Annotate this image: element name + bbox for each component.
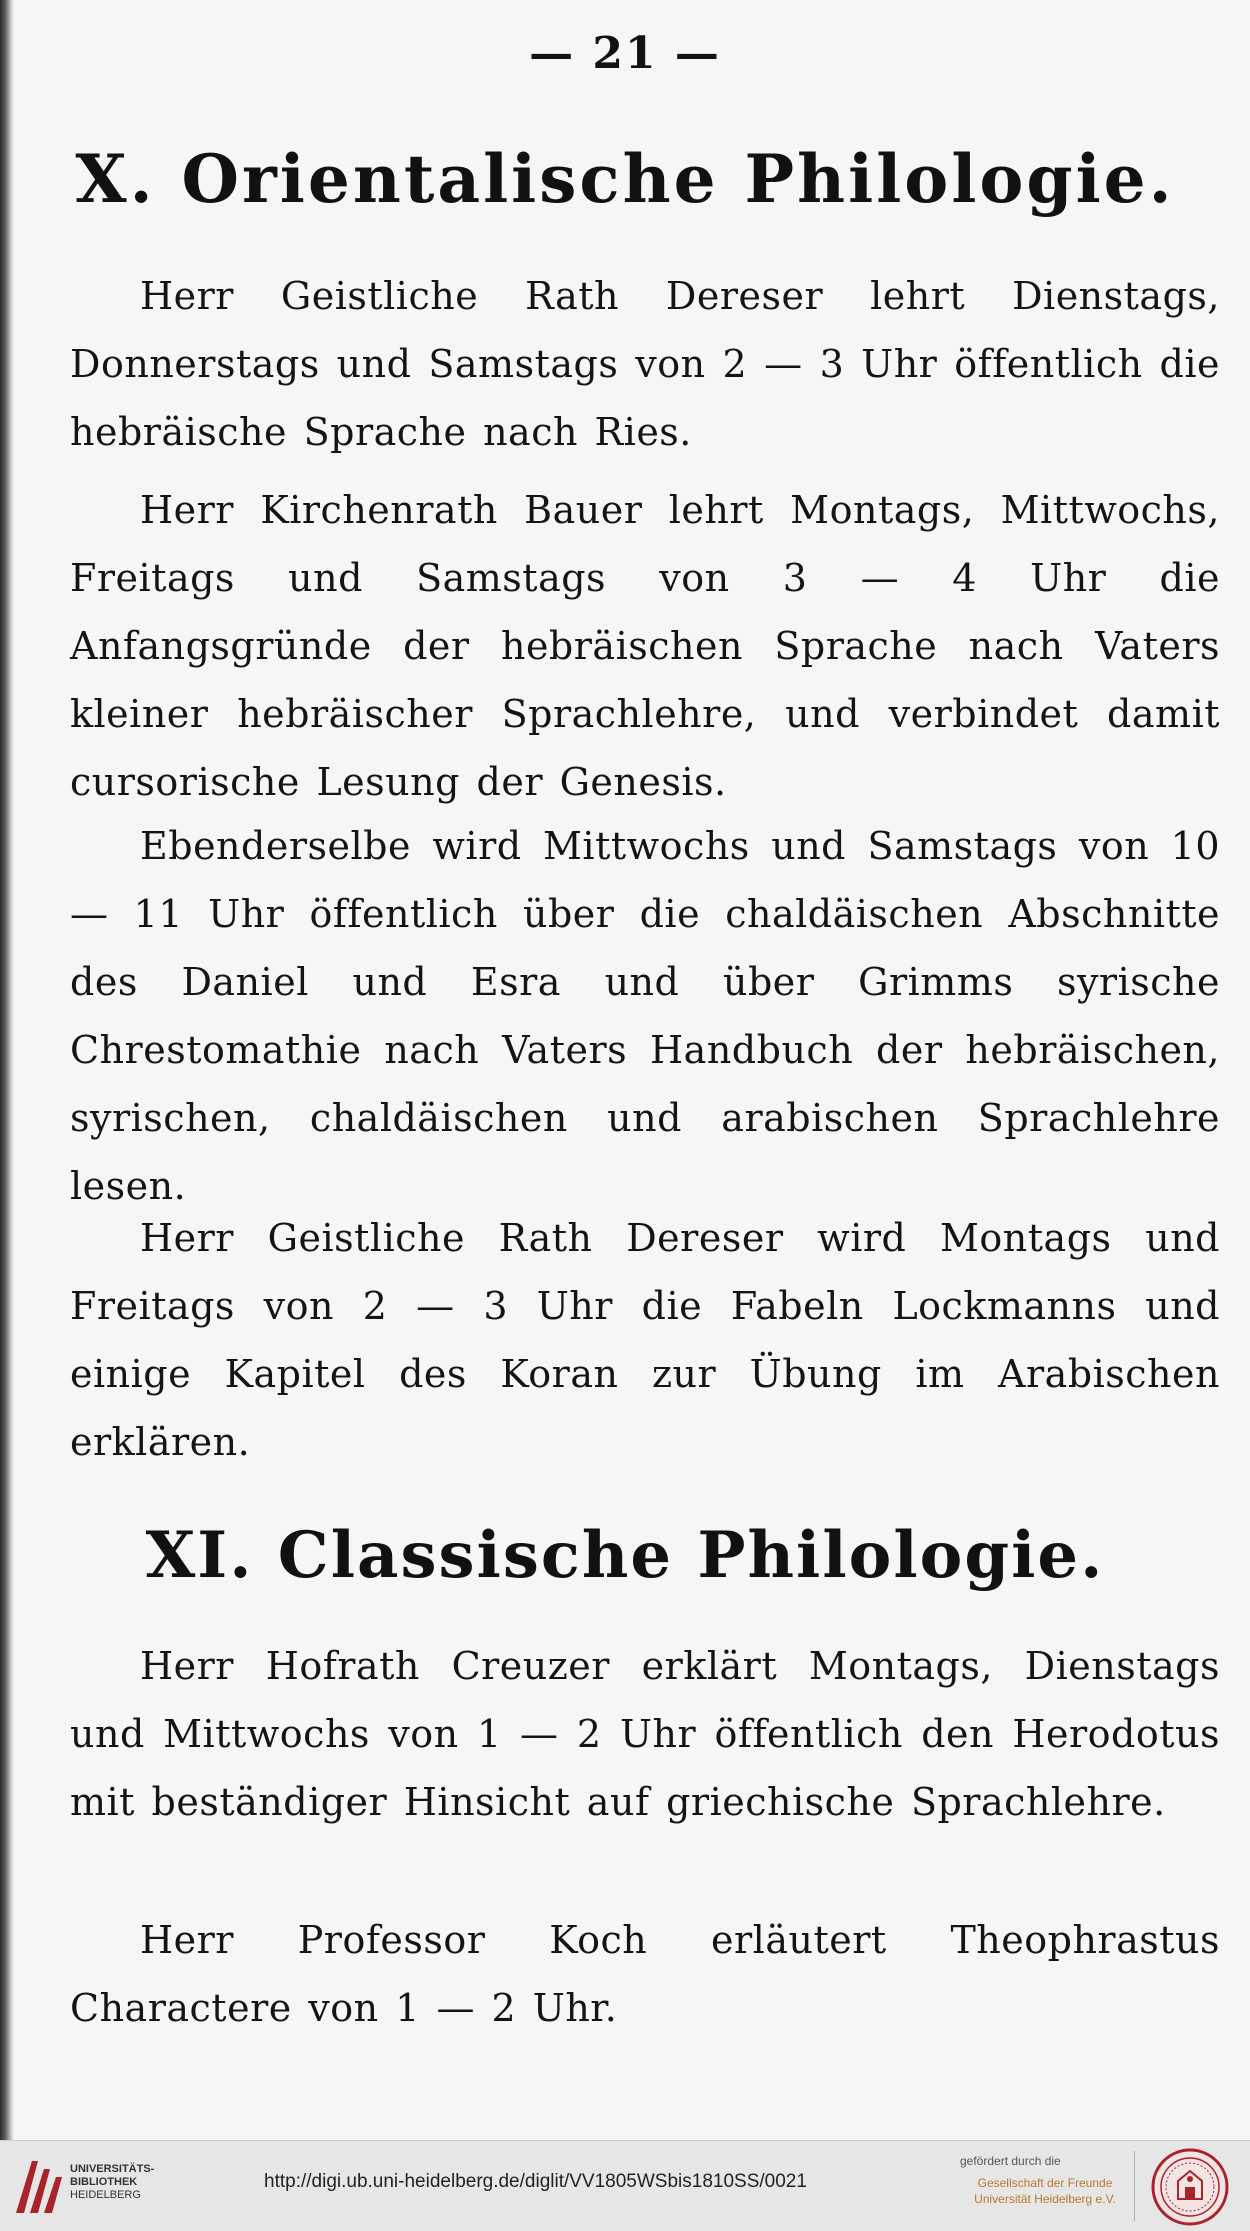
paragraph-creuzer-herodotus: Herr Hofrath Creuzer erklärt Montags, Dienstags und Mittwochs von 1 — 2 Uhr öffentlich den Herodotus mit beständiger Hinsicht auf griechische Sprachlehre. xyxy=(70,1644,1220,1824)
library-name-line3: HEIDELBERG xyxy=(70,2189,141,2201)
paragraph-bauer-anfangsgruende: Herr Kirchenrath Bauer lehrt Montags, Mittwochs, Freitags und Samstags von 3 — 4 Uhr die Anfangsgründe der hebräischen Sprache nach Vaters kleiner hebräischer Sprachlehre, und verbindet damit cursorische Lesung der Genesis. xyxy=(70,488,1220,804)
viewer-footer xyxy=(0,2140,1250,2231)
page-number: — 21 — xyxy=(529,28,721,79)
sponsor-name-line1: Gesellschaft der Freunde xyxy=(977,2176,1113,2190)
sponsor-credit[interactable] xyxy=(960,2153,1130,2207)
paragraph-bauer-chaldaeisch: Ebenderselbe wird Mittwochs und Samstags von 10 — 11 Uhr öffentlich über die chaldäischen Abschnitte des Daniel und Esra und über Grimms syrische Chrestomathie nach Vaters Handbuch der hebräischen, syrischen, chaldäischen und arabischen Sprachlehre lesen. xyxy=(70,824,1220,1208)
library-logo-icon[interactable] xyxy=(12,2155,64,2217)
university-seal-icon[interactable] xyxy=(1150,2147,1230,2227)
library-name-line1: UNIVERSITÄTS- xyxy=(70,2163,155,2175)
paragraph-dereser-hebraeisch: Herr Geistliche Rath Dereser lehrt Dienstags, Donnerstags und Samstags von 2 — 3 Uhr öffentlich die hebräische Sprache nach Ries. xyxy=(70,274,1220,454)
sponsor-intro: gefördert durch die xyxy=(960,2154,1061,2168)
library-name-line2: BIBLIOTHEK xyxy=(70,2176,138,2188)
footer-divider xyxy=(1134,2151,1135,2221)
page-binding-edge xyxy=(0,0,14,2140)
permalink-url[interactable]: http://digi.ub.uni-heidelberg.de/diglit/VV1805WSbis1810SS/0021 xyxy=(264,2171,807,2192)
paragraph-koch-theophrastus: Herr Professor Koch erläutert Theophrastus Charactere von 1 — 2 Uhr. xyxy=(70,1918,1220,2030)
library-name[interactable] xyxy=(70,2163,190,2202)
paragraph-dereser-arabisch: Herr Geistliche Rath Dereser wird Montags und Freitags von 2 — 3 Uhr die Fabeln Lockmanns und einige Kapitel des Koran zur Übung im Arabischen erklären. xyxy=(70,1216,1220,1464)
section-heading-classische-philologie: XI. Classische Philologie. xyxy=(145,1518,1105,1593)
section-heading-orientalische-philologie: X. Orientalische Philologie. xyxy=(75,140,1175,218)
sponsor-name-line2: Universität Heidelberg e.V. xyxy=(974,2192,1116,2206)
